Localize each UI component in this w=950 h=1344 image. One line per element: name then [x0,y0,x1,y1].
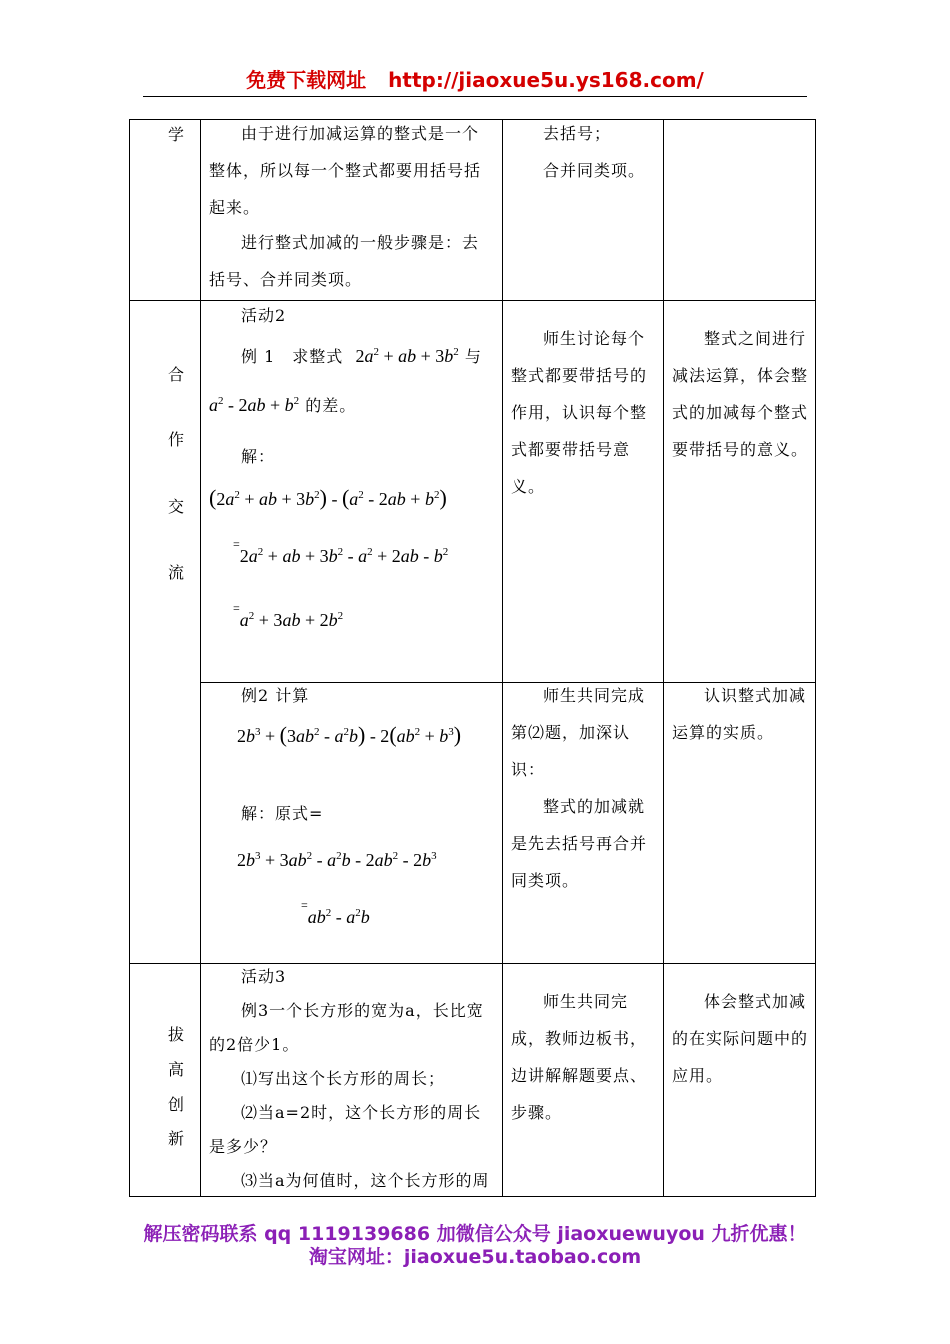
solution-step-2: $^=2a^2$ + ab + $3b^2 - a^2 + 2ab - b^2$ [233,537,449,566]
example-1-mid: 与 [464,347,482,366]
example-1-lead: 例 1 求整式 [241,347,344,366]
section-label-char: 拔 [167,1025,184,1044]
row2-content [209,297,495,634]
row1-content [209,115,495,298]
equals-sign: = [233,537,240,551]
solution-label: 解： [241,447,276,466]
solution-step-1: ($2a^2$ + ab + $3b^2) - (a^2 - 2ab + b^2)$ [209,485,447,510]
row1-paragraph-1: 由于进行加减运算的整式是一个整体，所以每一个整式都要用括号括起来。 [209,124,482,217]
solution-label-2: 解：原式= [241,804,324,823]
row2-intent-text: 整式之间进行减法运算，体会整式的加减每个整式要带括号的意义。 [672,329,809,459]
row1-teacher-line-2: 合并同类项。 [543,161,646,180]
footer-line-1: 解压密码联系 qq 1119139686 加微信公众号 jiaoxuewuyou 九折优惠！ [143,1223,807,1245]
row1-paragraph-2: 进行整式加减的一般步骤是：去括号、合并同类项。 [209,233,480,289]
section-label-study: 学 [167,125,184,144]
row2-teacher [511,320,657,505]
example-2-title: 例2 计算 [241,686,310,705]
section-label-char: 高 [167,1060,184,1079]
footer-line-2: 淘宝网址：jiaoxue5u.taobao.com [308,1246,642,1268]
expr-2: $a^2 - 2ab + b^2$ [209,395,300,415]
equals-sign: = [301,898,308,912]
equals-sign: = [233,601,240,615]
row1-teacher-line-1: 去括号； [543,124,612,143]
section-label-char: 创 [167,1095,184,1114]
solution-step-3: $^=a^2 + 3ab + 2b^2$ [233,601,344,630]
activity-2-title: 活动2 [241,306,287,325]
row2-intent [672,320,809,468]
section-label-char: 交 [167,497,184,516]
section-label-char: 新 [167,1129,184,1148]
question-3: ⑶当a为何值时，这个长方形的周 [241,1171,490,1190]
header-url-link[interactable]: http://jiaoxue5u.ys168.com/ [388,68,704,92]
row3-intent-text: 认识整式加减运算的实质。 [672,686,807,742]
section-label-char: 合 [167,365,184,384]
header-label: 免费下载网址 [246,68,367,92]
row1-teacher [511,115,656,189]
example-3: 例3一个长方形的宽为a，长比宽的2倍少1。 [209,1001,484,1054]
activity-3-title: 活动3 [241,967,287,986]
row4-content [209,960,495,1198]
row3-intent [672,677,809,751]
row3-step-1: $2b^3 + 3ab^2 - a^2b - 2ab^2 - 2b^3$ [237,850,437,870]
row4-intent-text: 体会整式加减的在实际问题中的应用。 [672,992,809,1085]
row3-step-2: $^=ab^2 - a^2b$ [301,898,370,927]
example-1-tail: 的差。 [305,396,357,415]
row4-teacher-text: 师生共同完成，教师边板书，边讲解解题要点、步骤。 [511,992,648,1122]
row4-teacher [511,983,657,1131]
example-2-expr: $2b^3 + (3ab^2 - a^2b) - 2(ab^2 + b^3)$ [237,722,462,747]
section-label-char: 流 [167,563,184,582]
section-label-char: 作 [167,430,184,449]
row2-teacher-text: 师生讨论每个整式都要带括号的作用，认识每个整式都要带括号意义。 [511,329,648,496]
row4-intent [672,983,809,1094]
example-1-cont [209,387,495,424]
row3-teacher [511,677,657,899]
row3-teacher-p2: 整式的加减就是先去括号再合并同类项。 [511,797,648,890]
row3-content [209,677,495,931]
question-1: ⑴写出这个长方形的周长； [241,1069,446,1088]
example-1 [209,338,495,375]
row3-teacher-p1: 师生共同完成第⑵题，加深认识： [511,686,646,779]
question-2: ⑵当a=2时，这个长方形的周长是多少？ [209,1103,482,1156]
expr-1: $2a^2$ + ab + $3b^2$ [355,346,459,366]
